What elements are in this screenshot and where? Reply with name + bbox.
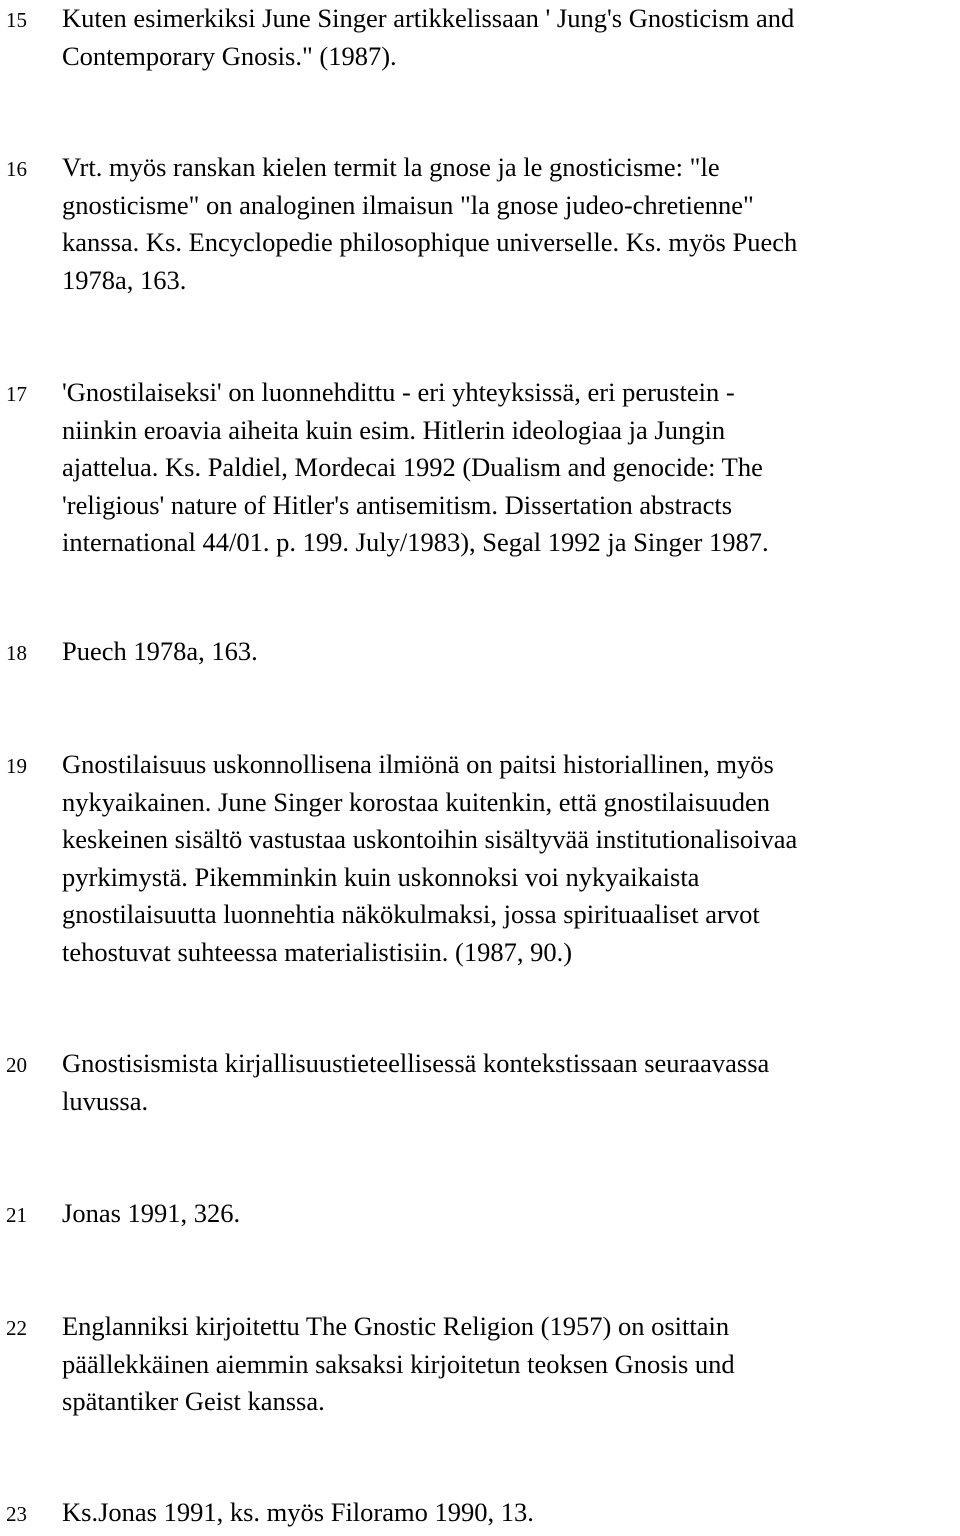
footnote-line: gnosticisme" on analoginen ilmaisun "la gnose judeo-chretienne" (62, 189, 754, 220)
footnote-line: international 44/01. p. 199. July/1983), Segal 1992 ja Singer 1987. (62, 527, 769, 557)
footnote-line: niinkin eroavia aiheita kuin esim. Hitlerin ideologiaa ja Jungin (62, 414, 726, 445)
footnote-line: 'Gnostilaiseksi' on luonnehdittu - eri yhteyksissä, eri perustein - (62, 377, 735, 407)
footnote-line: keskeinen sisältö vastustaa uskontoihin sisältyvää institutionalisoivaa (62, 824, 798, 854)
footnote-text (62, 633, 958, 671)
footnote-line: Gnostilaisuus uskonnollisena ilmiönä on paitsi historiallinen, myös (62, 749, 774, 779)
footnote-number: 23 (6, 1502, 27, 1526)
footnote-number: 21 (6, 1203, 27, 1227)
footnote-line: nykyaikainen. June Singer korostaa kuitenkin, että gnostilaisuuden (62, 786, 770, 817)
footnote-number: 20 (6, 1053, 27, 1077)
footnote-number: 22 (6, 1316, 27, 1340)
footnote-line: Englanniksi kirjoitettu The Gnostic Religion (1957) on osittain (62, 1311, 730, 1341)
footnote-text (62, 746, 958, 971)
footnote-text (62, 0, 958, 75)
footnote-line: 'religious' nature of Hitler's antisemitism. Dissertation abstracts (62, 489, 733, 520)
footnote-text (62, 374, 958, 562)
footnote-line: päällekkäinen aiemmin saksaksi kirjoitetun teoksen Gnosis und (62, 1348, 735, 1379)
footnote-number: 19 (6, 754, 27, 778)
footnote-line: tehostuvat suhteessa materialistisiin. (1987, 90.) (62, 936, 573, 967)
footnote-line: gnostilaisuutta luonnehtia näkökulmaksi, jossa spirituaaliset arvot (62, 899, 760, 929)
footnote-line: 1978a, 163. (62, 264, 187, 295)
footnote-line: Contemporary Gnosis." (1987). (62, 40, 397, 71)
footnote-line: pyrkimystä. Pikemminkin kuin uskonnoksi voi nykyaikaista (62, 861, 700, 892)
footnote-line: kanssa. Ks. Encyclopedie philosophique universelle. Ks. myös Puech (62, 227, 798, 257)
footnote-number: 18 (6, 641, 27, 665)
footnote-line: luvussa. (62, 1085, 149, 1116)
footnote-text (62, 149, 958, 299)
footnote-number: 16 (6, 157, 27, 181)
footnote-text (62, 1494, 958, 1532)
footnote-number: 17 (6, 382, 27, 406)
footnote-line: Ks.Jonas 1991, ks. myös Filoramo 1990, 13. (62, 1497, 534, 1527)
footnote-text (62, 1195, 958, 1233)
footnote-number: 15 (6, 8, 27, 32)
footnote-text (62, 1308, 958, 1421)
footnote-text (62, 1045, 958, 1120)
footnote-line: ajattelua. Ks. Paldiel, Mordecai 1992 (Dualism and genocide: The (62, 452, 763, 482)
footnote-line: Puech 1978a, 163. (62, 636, 258, 666)
footnote-line: spätantiker Geist kanssa. (62, 1386, 325, 1416)
footnote-line: Gnostisismista kirjallisuustieteellisessä kontekstissaan seuraavassa (62, 1048, 770, 1078)
footnote-line: Vrt. myös ranskan kielen termit la gnose ja le gnosticisme: "le (62, 152, 720, 182)
footnote-line: Jonas 1991, 326. (62, 1198, 241, 1228)
footnote-line: Kuten esimerkiksi June Singer artikkelissaan ' Jung's Gnosticism and (62, 3, 795, 33)
